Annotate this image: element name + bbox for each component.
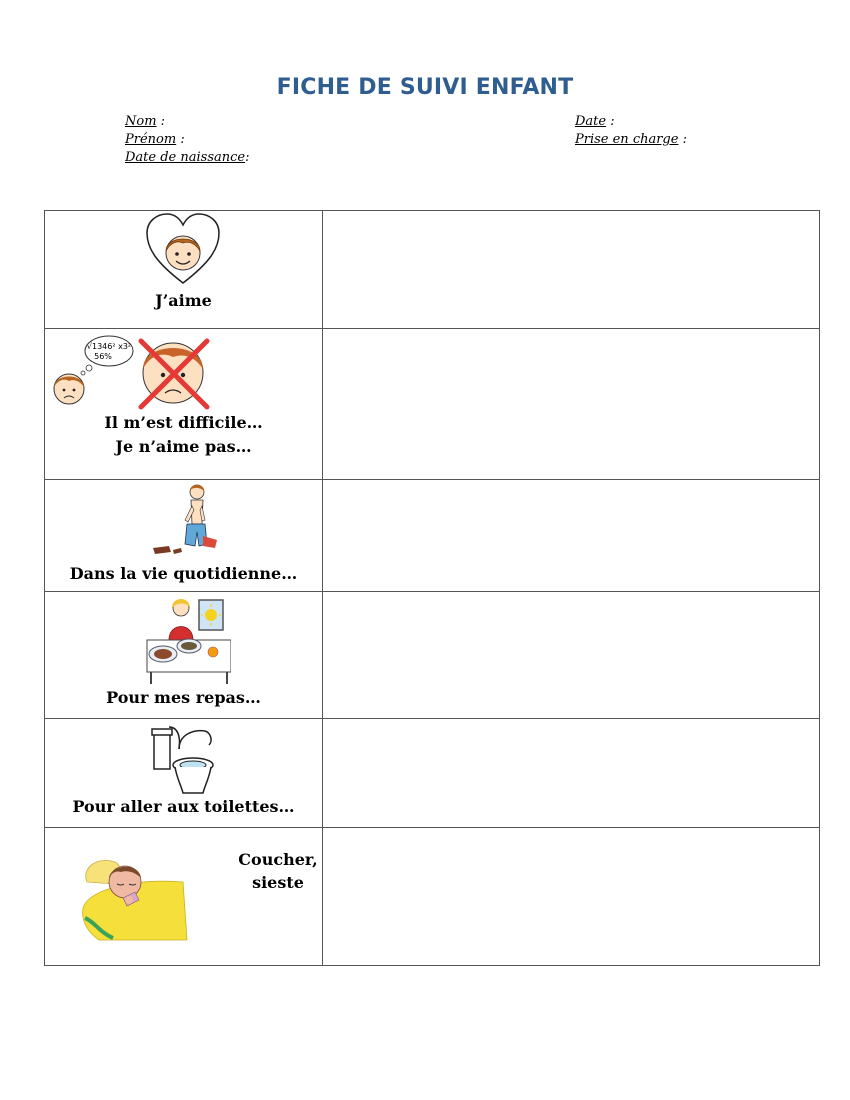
answer-cell[interactable] — [323, 480, 820, 592]
field-date: Date : — [575, 114, 615, 129]
row-label-cell — [45, 211, 323, 329]
thought-percent: 56% — [94, 352, 112, 361]
page-title: FICHE DE SUIVI ENFANT — [276, 75, 574, 100]
field-date-naissance: Date de naissance: — [125, 150, 250, 165]
follow-up-table — [44, 210, 820, 966]
row-label-vie-quotidienne: Dans la vie quotidienne… — [69, 564, 298, 583]
row-label-cell — [45, 828, 323, 966]
row-label-difficile: Il m’est difficile… — [104, 413, 263, 432]
row-label-toilettes: Pour aller aux toilettes… — [72, 797, 295, 816]
answer-cell[interactable] — [323, 211, 820, 329]
answer-cell[interactable] — [323, 828, 820, 966]
answer-cell[interactable] — [323, 592, 820, 719]
field-prise-en-charge: Prise en charge : — [575, 132, 687, 147]
answer-cell[interactable] — [323, 719, 820, 828]
row-label-naime-pas: Je n’aime pas… — [115, 437, 252, 456]
table-row — [45, 211, 820, 329]
heart-boy-icon — [145, 213, 221, 287]
field-prenom: Prénom : — [125, 132, 185, 147]
row-label-jaime: J’aime — [155, 291, 212, 310]
table-row — [45, 828, 820, 966]
sleeping-child-icon — [79, 848, 189, 942]
row-label-cell — [45, 480, 323, 592]
table-row — [45, 480, 820, 592]
answer-cell[interactable] — [323, 329, 820, 480]
woman-meal-icon — [139, 596, 231, 686]
row-label-sieste: sieste — [252, 873, 304, 892]
table-row — [45, 592, 820, 719]
boy-dressing-icon — [147, 482, 219, 558]
thought-formula: √1346² x3² — [86, 342, 132, 351]
row-label-cell — [45, 719, 323, 828]
toilet-icon — [151, 723, 217, 795]
field-nom: Nom : — [125, 114, 166, 129]
table-row — [45, 329, 820, 480]
row-label-cell — [45, 592, 323, 719]
row-label-repas: Pour mes repas… — [106, 688, 261, 707]
table-row — [45, 719, 820, 828]
difficult-boy-icon — [51, 331, 221, 413]
row-label-coucher: Coucher, — [238, 850, 318, 869]
row-label-cell — [45, 329, 323, 480]
